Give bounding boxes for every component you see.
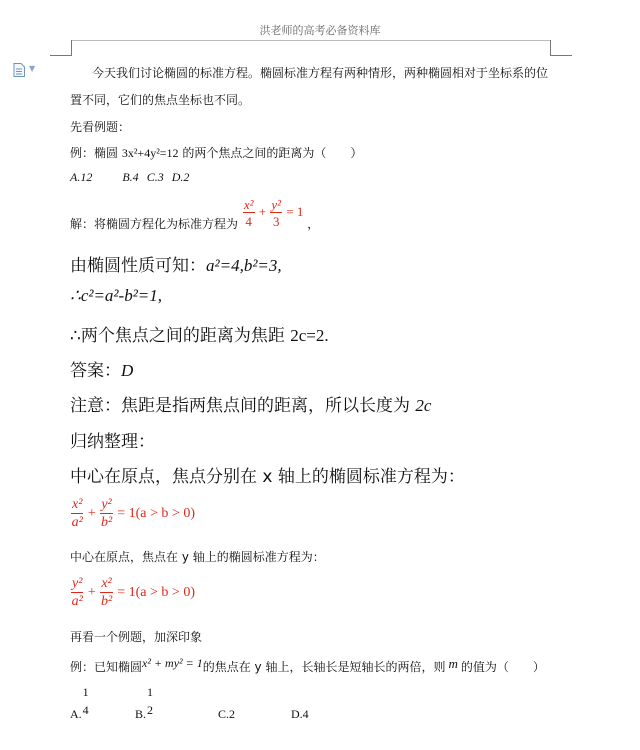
step-1 [70, 251, 282, 276]
option-a [70, 686, 132, 722]
summary-y-equation [70, 577, 195, 609]
fraction-numerator: 1 [82, 685, 89, 699]
fraction-denominator: b² [100, 515, 113, 530]
summary-x-text: 中心在原点，焦点分别在 x 轴上的椭圆标准方程为： [70, 467, 465, 487]
fraction-numerator: y² [271, 197, 282, 212]
fraction-denominator: b² [100, 594, 113, 609]
equation-rhs: = 1(a > b > 0) [117, 506, 195, 522]
document-icon[interactable] [13, 63, 25, 77]
page-header-title: 洪老师的高考必备资料库 [259, 24, 381, 37]
option-b: B.4 [122, 170, 139, 184]
step-2 [70, 286, 162, 306]
example-2-question [70, 656, 545, 675]
step-3 [70, 321, 329, 346]
corner-mark-right-v [550, 40, 551, 56]
option-c: C.3 [146, 170, 164, 184]
fraction-numerator: 1 [147, 685, 154, 699]
option-d: D.2 [171, 170, 190, 184]
intro-line-1: 今天我们讨论椭圆的标准方程。椭圆标准方程有两种情形，两种椭圆相对于坐标系的位 [92, 66, 549, 80]
step-1-text: 由椭圆性质可知： [70, 256, 206, 276]
equation-rhs: = 1 [286, 203, 304, 219]
plus-sign: + [87, 506, 96, 522]
example-2-variable: m [448, 656, 458, 671]
example-1-options [70, 170, 203, 185]
solution-comma: ， [307, 216, 320, 231]
corner-mark-left-h [50, 55, 72, 56]
summary-heading: 归纳整理： [70, 432, 155, 452]
standard-equation [242, 198, 304, 228]
option-a-label: A. [70, 706, 82, 721]
answer-value: D [121, 361, 134, 380]
example-1-suffix: 的两个焦点之间的距离为（ ） [178, 146, 363, 160]
option-a: A.12 [70, 170, 93, 184]
equation-rhs: = 1(a > b > 0) [117, 585, 195, 601]
solution-line [70, 198, 319, 232]
fraction-numerator: x² [72, 497, 83, 512]
solution-prefix: 解：将椭圆方程化为标准方程为 [70, 216, 239, 231]
example-2-lead: 再看一个例题，加深印象 [70, 630, 203, 644]
example-2-options [70, 686, 309, 722]
step-3-text: ∴两个焦点之间的距离为焦距 [70, 326, 291, 346]
fraction-denominator: 2 [147, 703, 154, 717]
answer-line [70, 356, 133, 381]
summary-x-equation [70, 498, 195, 530]
fraction-denominator: a² [71, 515, 83, 530]
dropdown-arrow-icon[interactable]: ▼ [29, 64, 36, 73]
step-1-math: a²=4,b²=3, [206, 256, 282, 275]
fraction-denominator: 4 [245, 214, 252, 229]
corner-mark-right-h [550, 55, 572, 56]
fraction-denominator: 3 [272, 214, 280, 229]
note-text: 注意：焦距是指两焦点间的距离，所以长度为 [70, 396, 416, 416]
plus-sign: + [258, 203, 267, 219]
example-2-suffix: 的值为（ ） [460, 660, 545, 674]
fraction-numerator: y² [72, 576, 83, 591]
example-1-equation: 3x²+4y²=12 [121, 146, 179, 160]
fraction-denominator: 4 [82, 703, 89, 717]
example-2-equation: x² + my² = 1 [142, 656, 203, 670]
fraction-numerator: x² [101, 576, 112, 591]
summary-y-text: 中心在原点，焦点在 y 轴上的椭圆标准方程为： [70, 550, 325, 564]
example-2-prefix: 例：已知椭圆 [70, 660, 143, 674]
step-3-math: 2c=2. [290, 326, 329, 345]
fraction-denominator: a² [71, 594, 83, 609]
fraction-numerator: x² [243, 197, 254, 212]
note-line [70, 391, 431, 416]
option-b-label: B. [135, 706, 147, 721]
fraction-numerator: y² [101, 497, 112, 512]
example-1-question [70, 144, 362, 161]
step-2-math: ∴c²=a²-b²=1, [70, 286, 163, 305]
example-lead: 先看例题： [70, 120, 131, 134]
header-rule [72, 40, 550, 41]
option-c: C.2 [218, 706, 236, 721]
intro-line-2: 置不同，它们的焦点坐标也不同。 [70, 93, 251, 107]
corner-mark-left-v [71, 40, 72, 56]
option-d: D.4 [291, 706, 309, 721]
option-b [135, 686, 215, 722]
answer-label: 答案： [70, 361, 121, 381]
note-math: 2c [415, 396, 432, 415]
plus-sign: + [87, 585, 96, 601]
example-2-mid: 的焦点在 y 轴上，长轴长是短轴长的两倍，则 [202, 660, 446, 674]
example-1-prefix: 例：椭圆 [70, 146, 122, 160]
